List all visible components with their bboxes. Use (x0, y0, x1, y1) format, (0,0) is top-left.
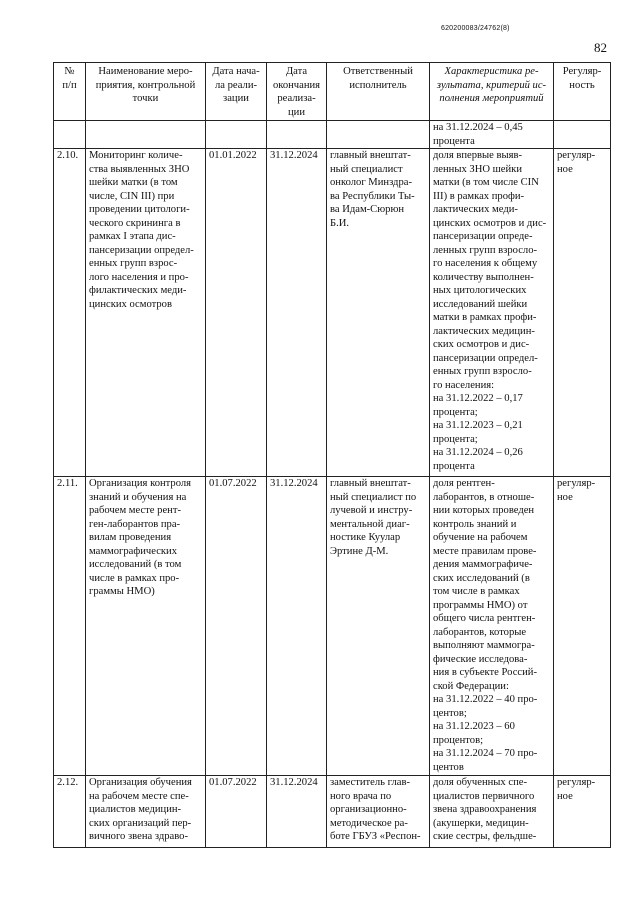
cell-name (86, 477, 206, 776)
cell-text-line: процента (433, 460, 475, 472)
cell-text-line: маммографических (89, 545, 178, 557)
cell-start (206, 121, 267, 149)
cell-text-line: шейки матки (в том (89, 177, 178, 188)
cell-text-line: главный внештат- (330, 150, 411, 161)
cell-text-line: енных групп взрос- (89, 258, 178, 269)
cell-text-line: циалистов первичного (433, 790, 535, 802)
cell-text-line: ленных групп взросло- (433, 244, 538, 256)
cell-text-line: ного врача по (330, 790, 392, 802)
cell-text-line: доля впервые выяв- (433, 150, 523, 161)
cell-text-line: доля обученных спе- (433, 777, 527, 788)
cell-text-line: Ответственный (343, 66, 413, 77)
cell-regularity (554, 149, 611, 477)
cell-text-line: ментальной диаг- (330, 518, 410, 530)
cell-name (86, 149, 206, 477)
cell-text-line: исследований шейки (433, 298, 528, 310)
cell-result (430, 776, 554, 848)
cell-text-line: Наименование меро- (98, 66, 193, 77)
cell-text-line: программы НМО) от (433, 599, 528, 611)
table-header-row (54, 63, 611, 121)
cell-text-line: обучение на рабочем (433, 532, 528, 543)
cell-text-line: ской Федерации: (433, 680, 509, 692)
cell-text-line: III) в рамках профи- (433, 190, 525, 202)
cell-text-line: лаборантов, которые (433, 626, 527, 638)
cell-text-line: ства выявленных ЗНО (89, 163, 190, 175)
cell-text-line: исполнитель (349, 79, 407, 91)
cell-text-line: вичного звена здраво- (89, 831, 188, 842)
table-row (54, 149, 611, 477)
cell-text-line: рамках I этапа дис- (89, 231, 176, 242)
cell-text-line: Организация обучения (89, 777, 192, 788)
cell-text-line: пансеризации определ- (89, 244, 194, 256)
cell-text-line: регуляр- (557, 777, 596, 788)
cell-text-line: Мониторинг количе- (89, 150, 183, 161)
cell-text-line: заместитель глав- (330, 777, 410, 788)
cell-text-line: на 31.12.2023 – 60 (433, 721, 515, 732)
cell-text-line: главный внештат- (330, 478, 411, 489)
cell-text-line: ген-лаборантов пра- (89, 518, 181, 530)
table-row (54, 477, 611, 776)
cell-text-line: приятия, контрольной (95, 79, 196, 91)
cell-text-line: окончания (272, 79, 321, 91)
cell-text-line: ностике Куулар (330, 532, 401, 543)
cell-text-line: реализа- (277, 93, 316, 104)
col-header-end-date (267, 63, 327, 121)
cell-text-line: ния в субъекте Россий- (433, 667, 537, 678)
cell-text-line: фические исследова- (433, 653, 528, 665)
cell-text-line: методическое ра- (330, 817, 408, 829)
cell-text-line: на рабочем месте спе- (89, 790, 189, 802)
cell-text-line: месте правилам прове- (433, 545, 537, 557)
col-header-result (430, 63, 554, 121)
cell-text-line: ва Республики Ты- (330, 190, 415, 202)
cell-text-line: ла реали- (214, 79, 258, 91)
cell-text-line: дения маммографиче- (433, 559, 533, 570)
cell-text-line: лактических меди- (433, 204, 518, 215)
cell-text-line: выполняют маммогра- (433, 640, 535, 651)
cell-text-line: матки в рамках профи- (433, 312, 537, 323)
cell-regularity (554, 121, 611, 149)
cell-text-line: зультата, критерий ис- (436, 79, 547, 91)
cell-text-line: го населения к общему (433, 258, 538, 269)
table-row-continuation (54, 121, 611, 149)
cell-text-line: ность (569, 79, 595, 91)
cell-text-line: доля рентген- (433, 478, 495, 489)
cell-text-line: точки (132, 93, 159, 104)
cell-text-line: знаний и обучения на (89, 491, 187, 503)
cell-text-line: ских организаций пер- (89, 817, 192, 829)
cell-text-line: онколог Минздра- (330, 177, 412, 188)
cell-text-line: процентов; (433, 734, 484, 746)
cell-text-line: контроль знаний и (433, 518, 517, 530)
cell-text-line: енных групп взросло- (433, 366, 532, 377)
table-row (54, 776, 611, 848)
cell-text-line: филактических меди- (89, 285, 187, 296)
cell-text-line: том числе в рамках (433, 586, 520, 597)
cell-text-line: ное (557, 790, 573, 802)
cell-text-line: количеству выполнен- (433, 271, 534, 283)
cell-text-line: на 31.12.2024 – 0,45 (433, 122, 523, 133)
cell-text-line: числе, CIN III) при (89, 190, 175, 202)
cell-text-line: цинских осмотров и дис- (433, 217, 547, 229)
cell-responsible (327, 477, 430, 776)
cell-result (430, 121, 554, 149)
cell-text-line: процента (433, 135, 475, 147)
cell-text-line: на 31.12.2024 – 0,26 (433, 447, 523, 458)
cell-text-line: ции (287, 106, 305, 118)
cell-text-line: на 31.12.2023 – 0,21 (433, 420, 523, 431)
cell-text-line: ных цитологических (433, 285, 527, 296)
cell-text-line: циалистов медицин- (89, 804, 182, 815)
cell-start: 01.01.2022 (206, 149, 267, 477)
col-header-name (86, 63, 206, 121)
cell-end: 31.12.2024 (267, 477, 327, 776)
cell-text-line: проведении цитологи- (89, 204, 190, 215)
cell-text-line: матки (в том числе CIN (433, 177, 539, 188)
cell-text-line: центов; (433, 707, 467, 719)
cell-text-line: на 31.12.2022 – 0,17 (433, 393, 523, 404)
page-number: 82 (594, 40, 607, 55)
cell-text-line: Б.И. (330, 217, 350, 229)
cell-number: 2.10. (54, 149, 86, 477)
cell-text-line: лого населения и про- (89, 271, 189, 283)
cell-text-line: вилам проведения (89, 532, 172, 543)
cell-text-line: Характеристика ре- (444, 66, 539, 77)
cell-name (86, 121, 206, 149)
cell-text-line: ские сестры, фельдше- (433, 831, 537, 842)
cell-responsible (327, 776, 430, 848)
cell-text-line: процента; (433, 406, 478, 418)
cell-number: 2.12. (54, 776, 86, 848)
cell-text-line: на 31.12.2024 – 70 про- (433, 748, 538, 759)
cell-text-line: ный специалист (330, 163, 403, 175)
cell-text-line: пансеризации опреде- (433, 231, 533, 242)
cell-text-line: цинских осмотров (89, 298, 172, 310)
cell-end: 31.12.2024 (267, 149, 327, 477)
cell-number (54, 121, 86, 149)
document-code: 620200083/24762(8) (441, 25, 510, 32)
col-header-regularity (554, 63, 611, 121)
cell-responsible (327, 149, 430, 477)
cell-responsible (327, 121, 430, 149)
cell-text-line: исследований (в том (89, 559, 182, 570)
cell-result (430, 477, 554, 776)
cell-number: 2.11. (54, 477, 86, 776)
cell-result (430, 149, 554, 477)
cell-text-line: ное (557, 491, 573, 503)
cell-end: 31.12.2024 (267, 776, 327, 848)
cell-text-line: граммы НМО) (89, 586, 155, 597)
cell-text-line: ное (557, 163, 573, 175)
cell-text-line: рабочем месте рент- (89, 505, 181, 516)
cell-text-line: центов (433, 761, 464, 773)
cell-text-line: регуляр- (557, 478, 596, 489)
cell-text-line: на 31.12.2022 – 40 про- (433, 694, 538, 705)
cell-text-line: ный специалист по (330, 491, 417, 503)
cell-text-line: п/п (62, 79, 77, 91)
cell-text-line: зации (223, 93, 249, 104)
activities-table (53, 62, 611, 848)
col-header-number (54, 63, 86, 121)
cell-text-line: числе в рамках про- (89, 572, 180, 584)
cell-text-line: организационно- (330, 804, 407, 815)
cell-text-line: боте ГБУЗ «Респон- (330, 831, 421, 842)
cell-text-line: Эртине Д-М. (330, 545, 389, 557)
cell-text-line: лаборантов, в отноше- (433, 491, 535, 503)
col-header-start-date (206, 63, 267, 121)
cell-text-line: ских исследований (в (433, 572, 530, 584)
cell-text-line: (акушерки, медицин- (433, 817, 529, 829)
cell-start: 01.07.2022 (206, 776, 267, 848)
cell-text-line: звена здравоохранения (433, 804, 537, 815)
cell-text-line: полнения мероприятий (439, 93, 544, 104)
cell-end (267, 121, 327, 149)
col-header-responsible (327, 63, 430, 121)
cell-text-line: лактических медицин- (433, 325, 535, 337)
cell-text-line: общего числа рентген- (433, 613, 536, 624)
cell-text-line: нии которых проведен (433, 505, 535, 516)
cell-text-line: Дата нача- (212, 66, 260, 77)
cell-regularity (554, 776, 611, 848)
cell-regularity (554, 477, 611, 776)
cell-text-line: ческого скрининга в (89, 217, 181, 229)
cell-text-line: Дата (285, 66, 308, 77)
cell-text-line: пансеризации определ- (433, 352, 538, 364)
cell-text-line: Организация контроля (89, 478, 192, 489)
cell-text-line: лучевой и инстру- (330, 505, 413, 516)
cell-text-line: ленных ЗНО шейки (433, 163, 522, 175)
cell-text-line: Регуляр- (562, 66, 602, 77)
cell-text-line: ва Идам-Сюрюн (330, 204, 405, 215)
cell-text-line: го населения: (433, 379, 495, 391)
cell-text-line: ских осмотров и дис- (433, 339, 530, 350)
cell-start: 01.07.2022 (206, 477, 267, 776)
cell-text-line: процента; (433, 433, 478, 445)
cell-text-line: регуляр- (557, 150, 596, 161)
cell-name (86, 776, 206, 848)
cell-text-line: № (64, 66, 75, 77)
